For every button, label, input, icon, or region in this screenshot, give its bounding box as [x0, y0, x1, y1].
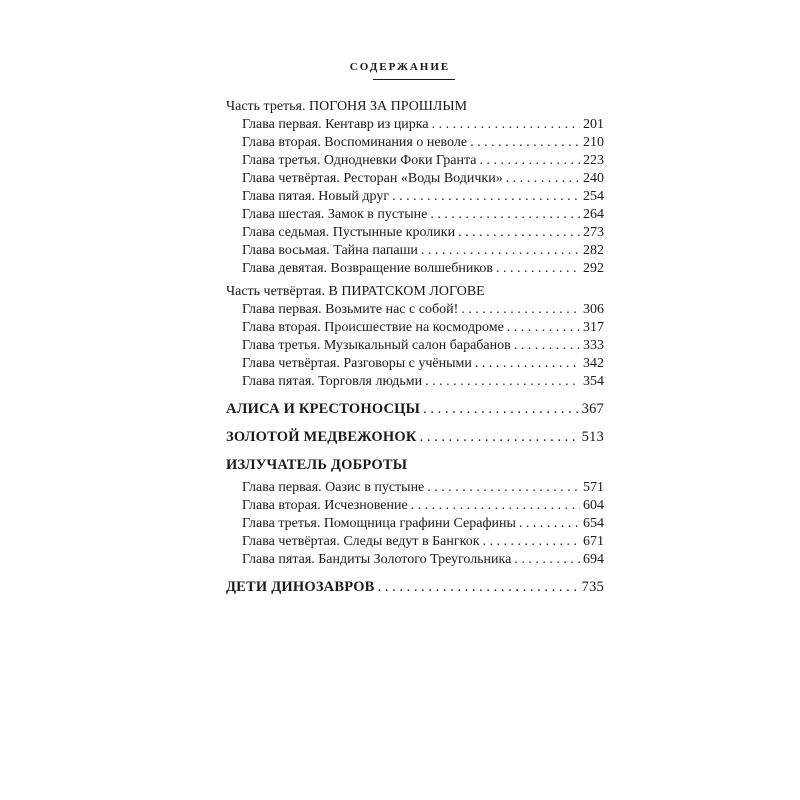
toc-page-number: 604: [583, 498, 604, 513]
toc-dot-leader: [496, 260, 580, 278]
toc-book-label: ЗОЛОТОЙ МЕДВЕЖОНОК: [226, 429, 417, 445]
toc-chapter-entry: [226, 152, 604, 170]
toc-page-number: 513: [581, 429, 604, 445]
toc-book-entry: [226, 577, 604, 597]
toc-dot-leader: [378, 577, 579, 597]
toc-entry-label: Глава третья. Помощница графини Серафины: [242, 516, 516, 531]
toc-page-number: 254: [583, 189, 604, 204]
toc-page-number: 223: [583, 153, 604, 168]
toc-chapter-entry: [226, 479, 604, 497]
toc-entry-label: Глава вторая. Происшествие на космодроме: [242, 320, 504, 335]
toc-page-number: 292: [583, 261, 604, 276]
toc-dot-leader: [423, 399, 579, 419]
spacer: [226, 447, 604, 455]
toc-dot-leader: [479, 152, 580, 170]
toc-book-entry: [226, 427, 604, 447]
toc-dot-leader: [514, 551, 580, 569]
toc-book-heading: [226, 455, 604, 475]
toc-dot-leader: [420, 427, 579, 447]
toc-book-label: ДЕТИ ДИНОЗАВРОВ: [226, 579, 375, 595]
toc-entry-label: Глава первая. Оазис в пустыне: [242, 480, 425, 495]
toc-part-heading: [226, 98, 604, 116]
toc-page-number: 317: [583, 320, 604, 335]
toc-page-number: 654: [583, 516, 604, 531]
toc-entry-label: Глава четвёртая. Ресторан «Воды Водички»: [242, 171, 503, 186]
toc-page-number: 264: [583, 207, 604, 222]
spacer: [226, 569, 604, 577]
toc-dot-leader: [458, 224, 580, 242]
toc-chapter-entry: [226, 206, 604, 224]
toc-dot-leader: [411, 497, 580, 515]
toc-chapter-entry: [226, 337, 604, 355]
toc-chapter-entry: [226, 116, 604, 134]
toc-part-label: Часть четвёртая. В ПИРАТСКОМ ЛОГОВЕ: [226, 284, 485, 299]
toc-chapter-entry: [226, 515, 604, 533]
toc-chapter-entry: [226, 319, 604, 337]
toc-page-number: 735: [581, 579, 604, 595]
toc-entry-label: Глава пятая. Бандиты Золотого Треугольника: [242, 552, 512, 567]
toc-chapter-entry: [226, 170, 604, 188]
toc-dot-leader: [425, 373, 580, 391]
toc-page-number: 571: [583, 480, 604, 495]
toc-dot-leader: [470, 134, 580, 152]
toc-page-number: 671: [583, 534, 604, 549]
toc-dot-leader: [506, 170, 580, 188]
toc-entry-label: Глава пятая. Новый друг: [242, 189, 390, 204]
toc-chapter-entry: [226, 533, 604, 551]
toc-book-label: ИЗЛУЧАТЕЛЬ ДОБРОТЫ: [226, 457, 408, 473]
toc-dot-leader: [430, 206, 580, 224]
toc-chapter-entry: [226, 355, 604, 373]
spacer: [226, 391, 604, 399]
toc-dot-leader: [427, 479, 580, 497]
toc-entry-label: Глава первая. Возьмите нас с собой!: [242, 302, 459, 317]
toc-page-number: 273: [583, 225, 604, 240]
toc-page-number: 210: [583, 135, 604, 150]
toc-page-number: 282: [583, 243, 604, 258]
toc-dot-leader: [514, 337, 580, 355]
toc-entry-label: Глава третья. Однодневки Фоки Гранта: [242, 153, 477, 168]
toc-page-number: 694: [583, 552, 604, 567]
toc-dot-leader: [507, 319, 580, 337]
toc-chapter-entry: [226, 188, 604, 206]
toc-entry-label: Глава девятая. Возвращение волшебников: [242, 261, 494, 276]
toc-chapter-entry: [226, 373, 604, 391]
toc-chapter-entry: [226, 134, 604, 152]
toc-entry-label: Глава восьмая. Тайна папаши: [242, 243, 418, 258]
toc-dot-leader: [421, 242, 580, 260]
toc-chapter-entry: [226, 224, 604, 242]
toc-chapter-entry: [226, 242, 604, 260]
toc-entry-label: Глава вторая. Воспоминания о неволе: [242, 135, 468, 150]
toc-dot-leader: [519, 515, 580, 533]
toc-book-entry: [226, 399, 604, 419]
toc-page-number: 367: [581, 401, 604, 417]
toc-page-number: 333: [583, 338, 604, 353]
toc-entry-label: Глава четвёртая. Разговоры с учёными: [242, 356, 472, 371]
toc-dot-leader: [461, 301, 580, 319]
table-of-contents: [226, 98, 604, 597]
toc-chapter-entry: [226, 301, 604, 319]
toc-chapter-entry: [226, 497, 604, 515]
toc-entry-label: Глава седьмая. Пустынные кролики: [242, 225, 456, 240]
toc-entry-label: Глава первая. Кентавр из цирка: [242, 117, 429, 132]
toc-chapter-entry: [226, 260, 604, 278]
toc-entry-label: Глава четвёртая. Следы ведут в Бангкок: [242, 534, 480, 549]
page-title: СОДЕРЖАНИЕ: [349, 61, 451, 73]
toc-entry-label: Глава третья. Музыкальный салон барабанов: [242, 338, 511, 353]
spacer: [226, 419, 604, 427]
toc-dot-leader: [475, 355, 580, 373]
title-underline: [373, 79, 455, 80]
toc-entry-label: Глава пятая. Торговля людьми: [242, 374, 423, 389]
toc-book-label: АЛИСА И КРЕСТОНОСЦЫ: [226, 401, 421, 417]
toc-dot-leader: [432, 116, 580, 134]
toc-dot-leader: [483, 533, 580, 551]
toc-page-number: 354: [583, 374, 604, 389]
toc-entry-label: Глава шестая. Замок в пустыне: [242, 207, 428, 222]
toc-page-number: 240: [583, 171, 604, 186]
toc-entry-label: Глава вторая. Исчезновение: [242, 498, 408, 513]
toc-page-number: 306: [583, 302, 604, 317]
toc-part-label: Часть третья. ПОГОНЯ ЗА ПРОШЛЫМ: [226, 99, 468, 114]
toc-dot-leader: [392, 188, 580, 206]
toc-part-heading: [226, 283, 604, 301]
toc-chapter-entry: [226, 551, 604, 569]
toc-page-number: 342: [583, 356, 604, 371]
toc-page-number: 201: [583, 117, 604, 132]
